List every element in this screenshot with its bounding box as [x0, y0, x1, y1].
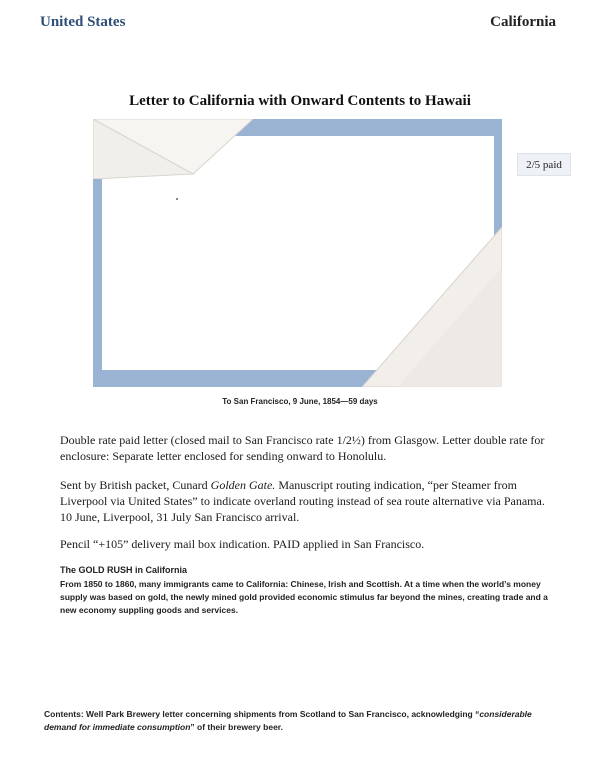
description-paragraph-routing [60, 477, 550, 525]
pencil-mark [176, 198, 178, 200]
routing-text-start: Sent by British packet, Cunard [60, 478, 211, 492]
exhibit-title: Letter to California with Onward Contents to Hawaii [129, 93, 471, 109]
contents-quote: considerable demand for immediate consumption [44, 709, 532, 732]
description-paragraph-markings: Pencil “+105” delivery mail box indication. PAID applied in San Francisco. [60, 537, 425, 551]
state-heading: California [490, 14, 556, 30]
country-heading: United States [40, 14, 126, 30]
description-paragraph-rate: Double rate paid letter (closed mail to San Francisco rate 1/2½) from Glasgow. Letter double rate for enclosure: Separate letter enclosed for sending onward to Honolulu. [60, 433, 545, 463]
contents-suffix: ” of their brewery beer. [190, 722, 283, 732]
gold-rush-heading: The GOLD RUSH in California [60, 565, 188, 575]
gold-rush-text: From 1850 to 1860, many immigrants came to California: Chinese, Irish and Scottish. At a time when the world’s money supply was based on gold, the newly mined gold provided economic stimulus far beyond the mines, creating trade and a new economy suppling goods and services. [60, 579, 548, 615]
ship-name: Golden Gate. [210, 478, 276, 492]
cover-mount [93, 119, 502, 387]
routing-dates: 10 June, Liverpool, 31 July San Francisco arrival. [60, 510, 300, 524]
cover-caption: To San Francisco, 9 June, 1854—59 days [222, 397, 378, 406]
rate-label: 2/5 paid [517, 153, 571, 176]
photo-corner-top-left [93, 119, 253, 179]
contents-prefix: Contents: Well Park Brewery letter concerning shipments from Scotland to San Francisco, acknowledging “ [44, 709, 480, 719]
routing-text-end: Manuscript routing indication, “per Steamer from Liverpool via United States” to indicate overland routing instead of sea route alternative via Panama. [60, 478, 545, 508]
contents-note [44, 708, 564, 734]
photo-corner-bottom-right [362, 227, 502, 387]
